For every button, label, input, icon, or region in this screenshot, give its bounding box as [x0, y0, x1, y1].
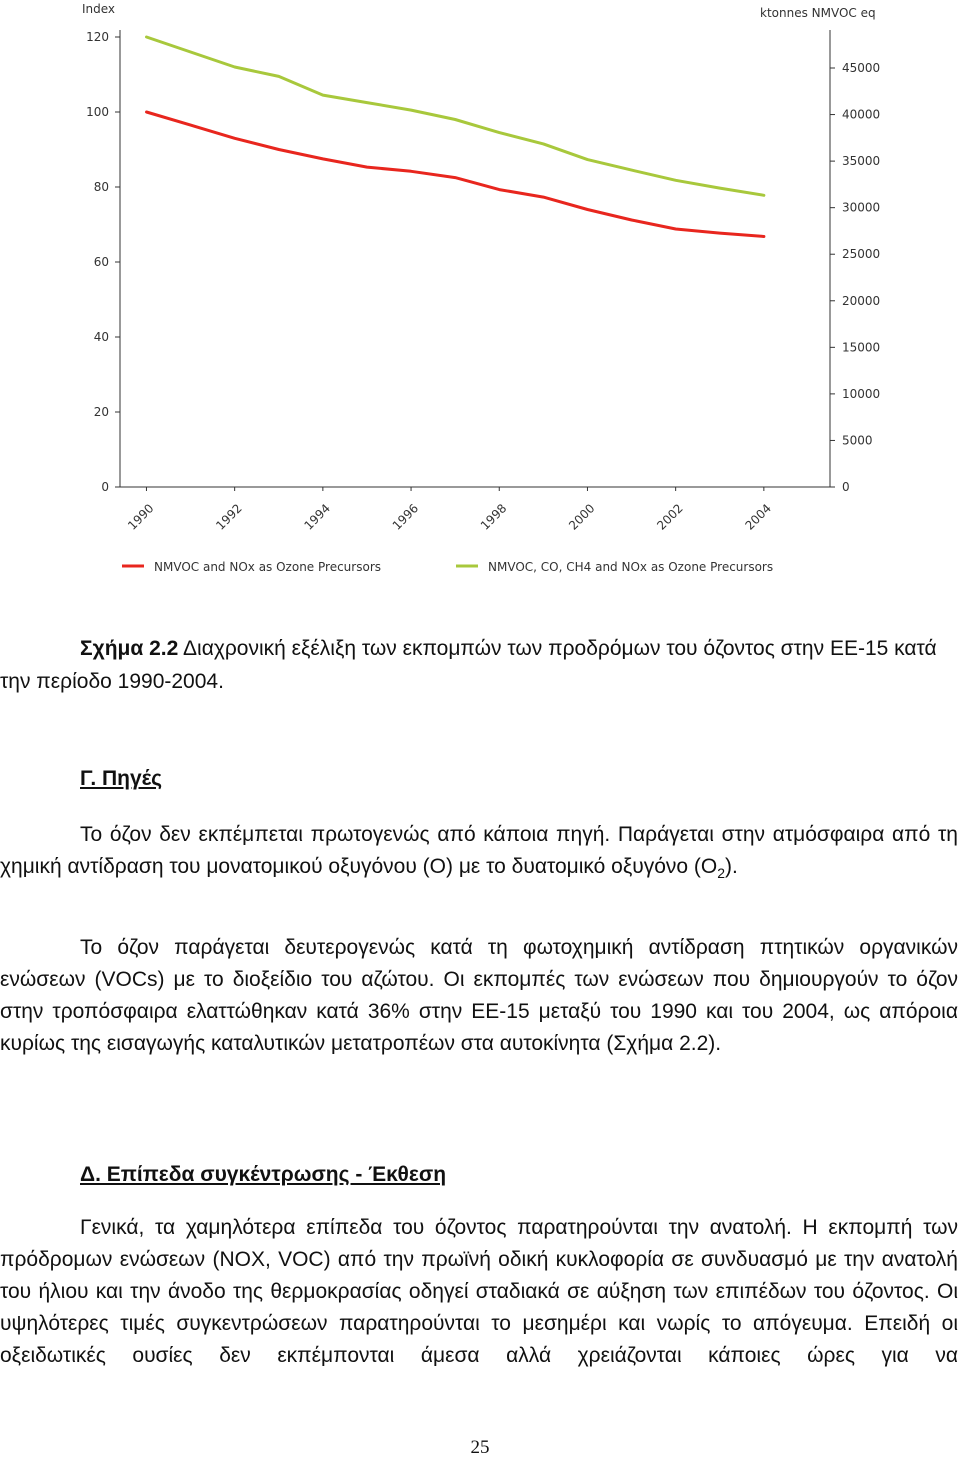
section-g-paragraph-2: Το όζον παράγεται δευτερογενώς κατά τη φωτοχημική αντίδραση πτητικών οργανικών ενώσεων (VOCs) με το διοξείδιο του αζώτου. Οι εκπομπές των ενώσεων που δημιουργούν το όζον στην τροπόσφαιρα ελαττώθηκαν κατά 36% στην ΕΕ-15 μεταξύ του 1990 και του 2004, ως απόροια κυρίως της εισαγωγής καταλυτικών μετατροπέων στα αυτοκίνητα (Σχήμα 2.2). [0, 936, 958, 1055]
legend [122, 560, 773, 574]
figure-caption-label: Σχήμα 2.2 [80, 637, 179, 660]
right-tick-label: 15000 [842, 340, 881, 355]
left-tick-label: 120 [86, 30, 109, 44]
left-tick-label: 100 [86, 105, 109, 119]
right-axis-label: ktonnes NMVOC eq [760, 6, 876, 20]
series-lines [147, 37, 764, 237]
left-tick-label: 60 [93, 255, 109, 269]
section-d-heading: Δ. Επίπεδα συγκέντρωσης - Έκθεση [80, 1163, 447, 1186]
right-tick-label: 35000 [842, 154, 881, 169]
right-axis-ticks [830, 61, 880, 494]
right-tick-label: 20000 [842, 293, 881, 308]
right-tick-label: 25000 [842, 247, 881, 262]
left-tick-label: 20 [93, 405, 109, 419]
left-axis-label: Index [82, 2, 116, 16]
left-tick-label: 0 [101, 480, 109, 494]
x-tick-label: 1998 [477, 501, 510, 533]
series-line-2 [147, 37, 764, 195]
figure-caption-text: Διαχρονική εξέλιξη των εκπομπών των προδρόμων του όζοντος στην ΕΕ-15 κατά την περίοδο 1990-2004. [0, 637, 937, 693]
right-tick-label: 10000 [842, 386, 881, 401]
right-tick-label: 30000 [842, 200, 881, 215]
figure-caption [0, 632, 958, 698]
x-tick-label: 1994 [301, 501, 333, 533]
x-tick-label: 1996 [389, 501, 422, 533]
x-tick-label: 2002 [654, 501, 686, 533]
section-g-heading: Γ. Πηγές [80, 767, 163, 790]
section-g-paragraph-1-end: ). [725, 855, 738, 878]
right-tick-label: 5000 [842, 433, 873, 448]
section-g-paragraph-1 [0, 819, 958, 889]
x-tick-label: 2004 [742, 501, 774, 533]
section-g-paragraph-1-text: Το όζον δεν εκπέμπεται πρωτογενώς από κάποια πηγή. Παράγεται στην ατμόσφαιρα από τη χημική αντίδραση του μονατομικού οξυγόνου (Ο) με το δυατομικό οξυγόνο (Ο [0, 823, 958, 878]
series-line-1 [147, 112, 764, 237]
x-tick-label: 1992 [213, 501, 245, 533]
right-tick-label: 0 [842, 480, 850, 494]
x-tick-label: 2000 [566, 501, 598, 533]
x-tick-label: 1990 [125, 501, 157, 533]
right-tick-label: 40000 [842, 107, 881, 122]
page-number: 25 [470, 1437, 490, 1458]
legend-label: NMVOC, CO, CH4 and NOx as Ozone Precursors [488, 560, 774, 574]
right-tick-label: 45000 [842, 61, 881, 75]
left-tick-label: 40 [93, 330, 109, 344]
section-d-paragraph-1: Γενικά, τα χαμηλότερα επίπεδα του όζοντος παρατηρούνται την ανατολή. Η εκπομπή των πρόδρομων ενώσεων (ΝΟΧ, VOC) από την πρωϊνή οδική κυκλοφορία σε συνδυασμό με την ανατολή του ήλιου και την άνοδο της θερμοκρασίας οδηγεί σταδιακά σε αύξηση των επιπέδων του όζοντος. Οι υψηλότερες τιμές συγκεντρώσεων παρατηρούνται το μεσημέρι και νωρίς το απόγευμα. Επειδή οι οξειδωτικές ουσίες δεν εκπέμπονται άμεσα αλλά χρειάζονται κάποιες ώρες για να [0, 1216, 958, 1367]
left-axis-ticks [86, 30, 120, 494]
emissions-chart [0, 0, 960, 600]
legend-label: NMVOC and NOx as Ozone Precursors [154, 560, 381, 574]
x-axis-ticks [125, 487, 774, 533]
section-g-paragraph-1-subscript: 2 [717, 865, 726, 882]
left-tick-label: 80 [93, 180, 109, 194]
